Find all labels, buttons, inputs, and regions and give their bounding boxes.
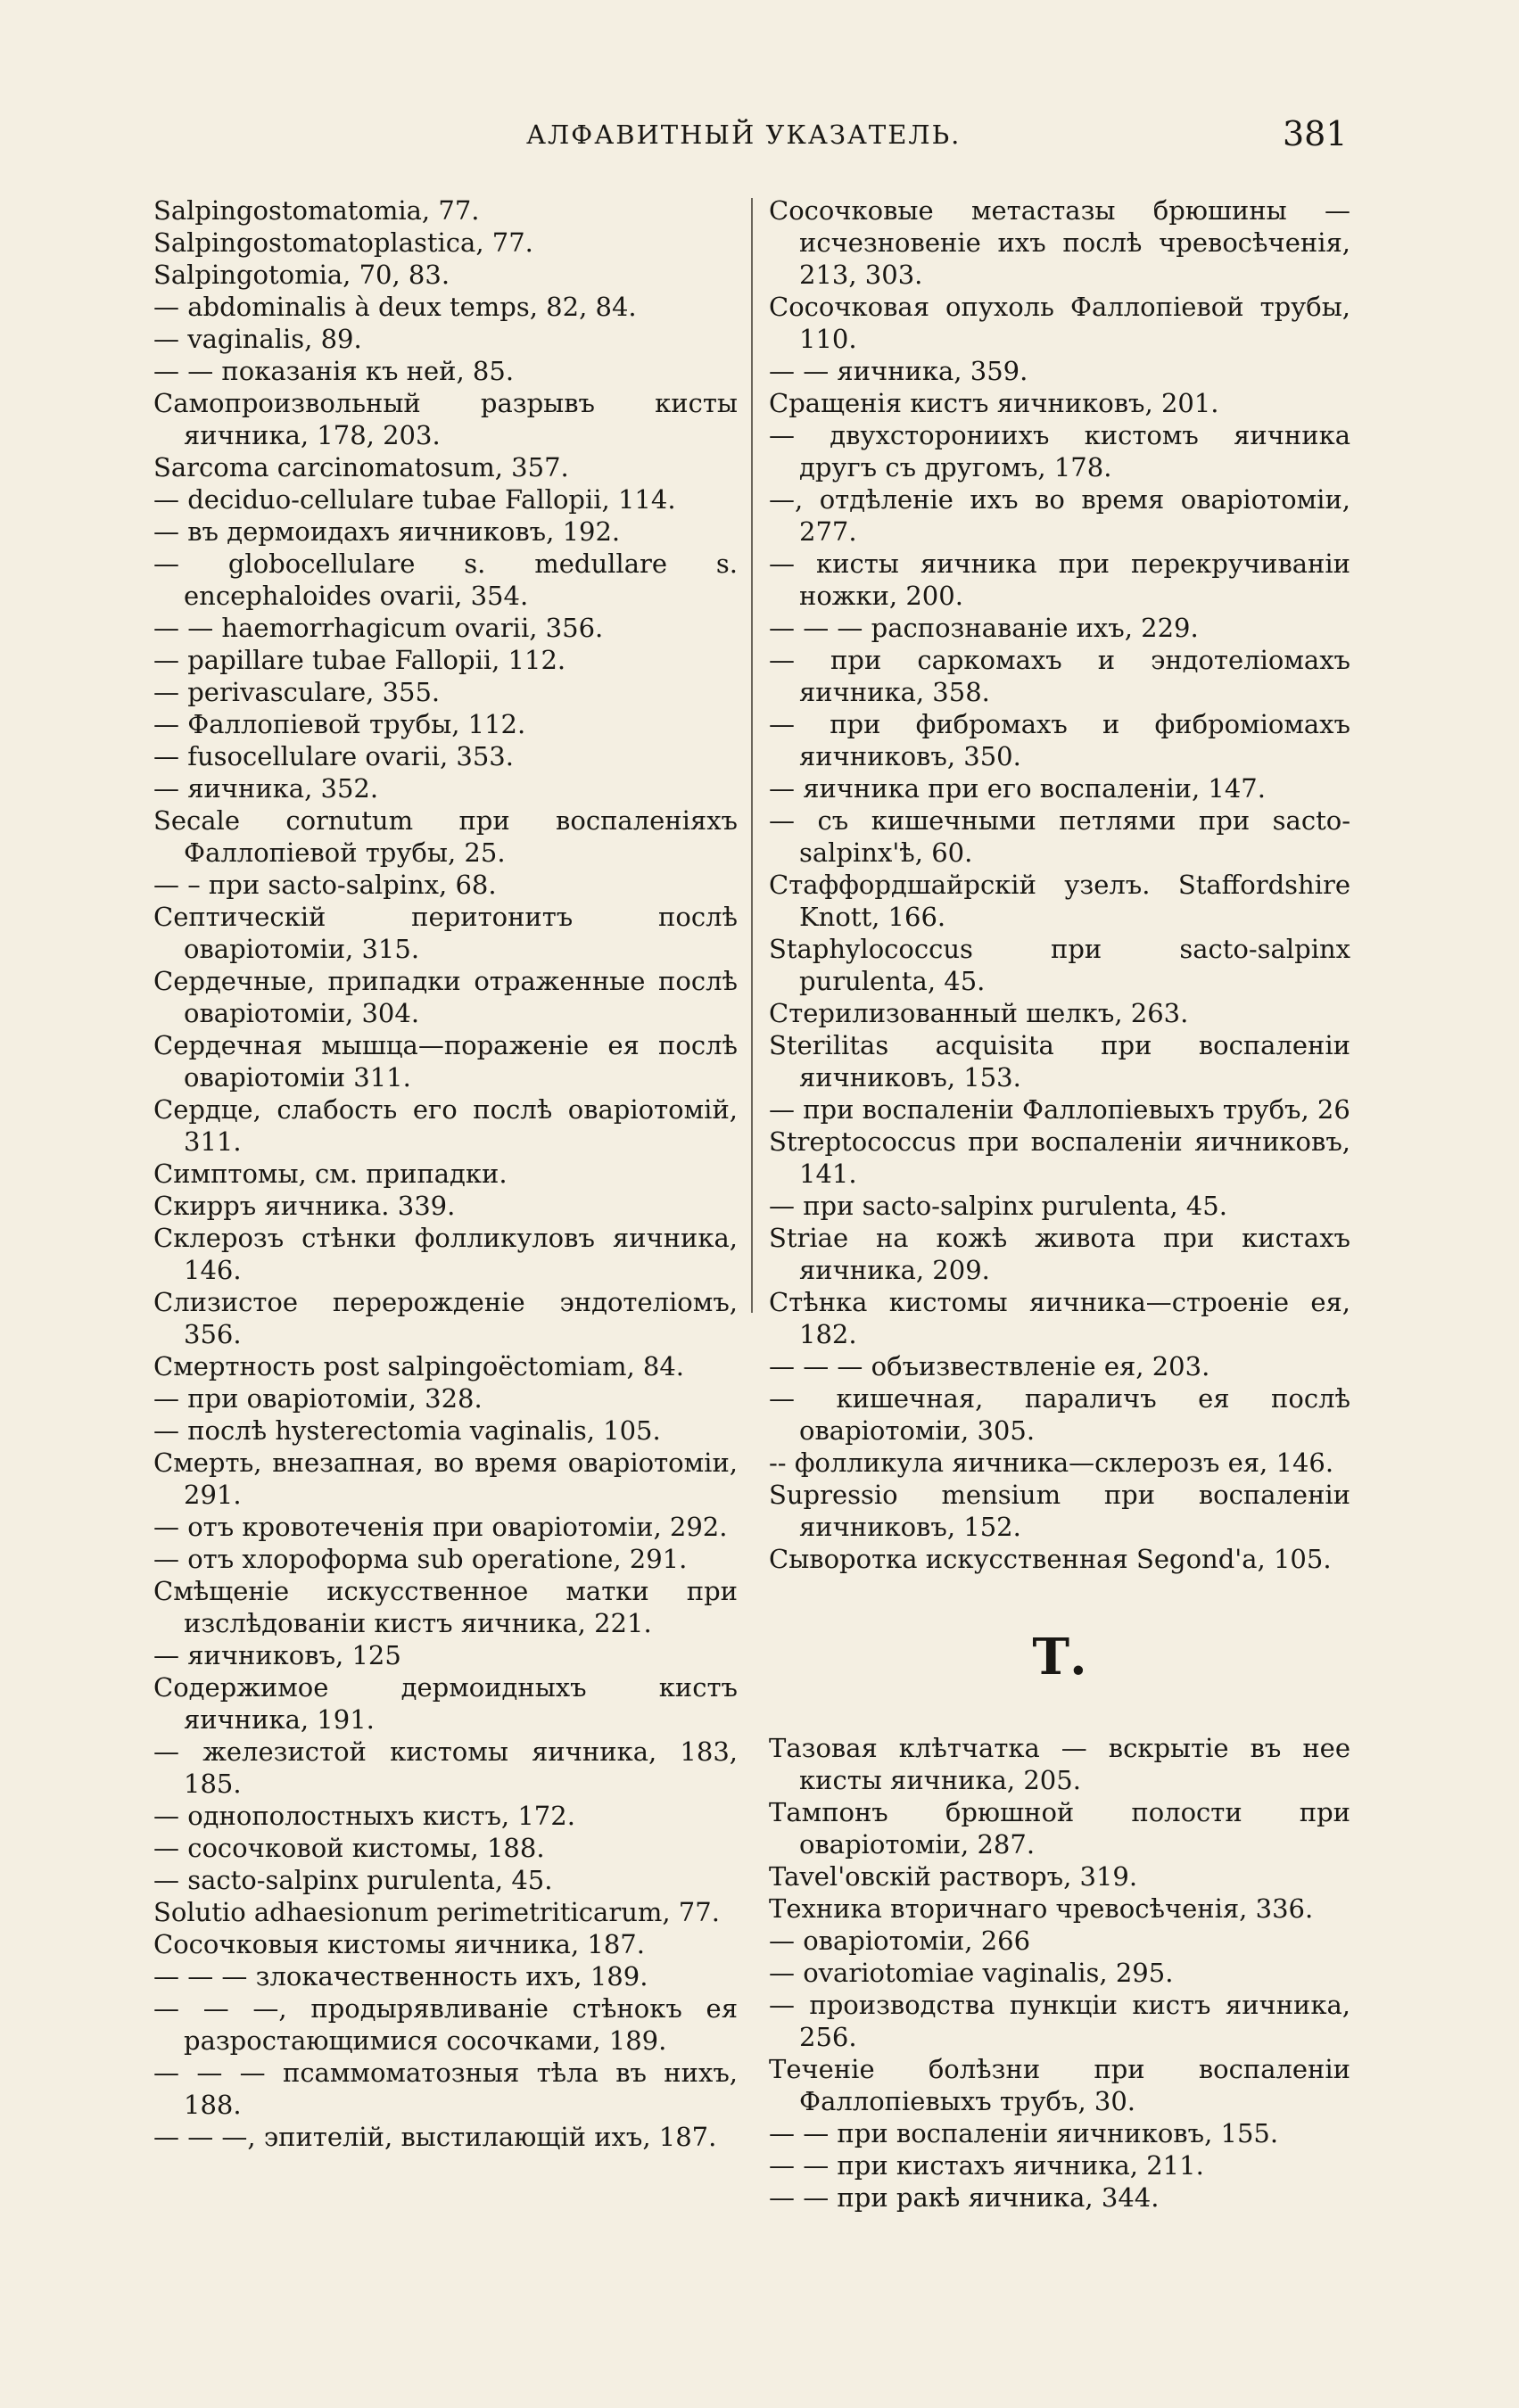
index-entry: — оваріотоміи, 266 bbox=[769, 1926, 1031, 1956]
index-entry: — кисты яичника при перекручиваніи ножки, 200. bbox=[769, 548, 1350, 611]
index-entry: Смѣщеніе искусственное матки при изслѣдованіи кистъ яичника, 221. bbox=[153, 1576, 738, 1638]
page-number: 381 bbox=[1283, 114, 1348, 153]
index-entry: — сосочковой кистомы, 188. bbox=[153, 1833, 545, 1863]
index-entry: — — — распознаваніе ихъ, 229. bbox=[769, 613, 1199, 643]
index-entry: — — — объизвествленіе ея, 203. bbox=[769, 1351, 1210, 1381]
index-entry: Сердце, слабость его послѣ оваріотомій, 311. bbox=[153, 1094, 738, 1157]
index-entry: Supressio mensium при воспаленіи яичниковъ, 152. bbox=[769, 1480, 1350, 1542]
index-entry: — яичника при его воспаленіи, 147. bbox=[769, 773, 1266, 804]
index-entry: Стаффордшайрскій узелъ. Staffordshire Knott, 166. bbox=[769, 870, 1350, 932]
index-entry: — — — злокачественность ихъ, 189. bbox=[153, 1961, 648, 1992]
index-entry: Техника вторичнаго чревосѣченія, 336. bbox=[769, 1893, 1314, 1924]
index-entry: Streptococcus при воспаленіи яичниковъ, 141. bbox=[769, 1126, 1350, 1189]
index-entry: — — —, продырявливаніе стѣнокъ ея разростающимися сосочками, 189. bbox=[153, 1993, 738, 2056]
index-entry: Смертность post salpingoëctomiam, 84. bbox=[153, 1351, 684, 1381]
index-entry: Слизистое перерожденіе эндотеліомъ, 356. bbox=[153, 1287, 738, 1349]
index-entry: Склерозъ стѣнки фолликуловъ яичника, 146. bbox=[153, 1223, 738, 1285]
index-entry: — perivasculare, 355. bbox=[153, 677, 441, 707]
index-entry: — fusocellulare ovarii, 353. bbox=[153, 741, 514, 771]
index-entry: Сосочковая опухоль Фаллопіевой трубы, 110. bbox=[769, 292, 1350, 354]
index-entry: Смерть, внезапная, во время оваріотоміи, 291. bbox=[153, 1447, 738, 1510]
index-entry: — при саркомахъ и эндотеліомахъ яичника, 358. bbox=[769, 645, 1350, 707]
index-entry: — — haemorrhagicum ovarii, 356. bbox=[153, 613, 604, 643]
index-entry: Staphylococcus при sacto-salpinx purulenta, 45. bbox=[769, 934, 1350, 996]
index-entry: Salpingostomatomia, 77. bbox=[153, 195, 480, 226]
index-entry: — при фибромахъ и фиброміомахъ яичниковъ, 350. bbox=[769, 709, 1350, 771]
index-entry: Тампонъ брюшной полости при оваріотоміи, 287. bbox=[769, 1797, 1350, 1860]
index-entry: Sterilitas acquisita при воспаленіи яичниковъ, 153. bbox=[769, 1030, 1350, 1093]
index-entry: Теченіе болѣзни при воспаленіи Фаллопіевыхъ трубъ, 30. bbox=[769, 2054, 1350, 2116]
index-entry: Сращенія кистъ яичниковъ, 201. bbox=[769, 388, 1219, 418]
index-entry: — deciduo-cellulare tubae Fallopii, 114. bbox=[153, 484, 676, 515]
index-entry: Стѣнка кистомы яичника—строеніе ея, 182. bbox=[769, 1287, 1350, 1349]
index-entry: Сердечная мышца—пораженіе ея послѣ оваріотоміи 311. bbox=[153, 1030, 738, 1093]
index-entry: — — —, эпителій, выстилающій ихъ, 187. bbox=[153, 2122, 717, 2152]
index-entry: — — яичника, 359. bbox=[769, 356, 1028, 386]
index-entry: — яичника, 352. bbox=[153, 773, 379, 804]
right-entries-s bbox=[769, 194, 1350, 1575]
index-entry: — при оваріотоміи, 328. bbox=[153, 1383, 483, 1414]
section-letter: Т. bbox=[1032, 1628, 1087, 1686]
running-title: АЛФАВИТНЫЙ УКАЗАТЕЛЬ. bbox=[526, 120, 962, 150]
right-column bbox=[769, 194, 1350, 2214]
index-entry: — послѣ hysterectomia vaginalis, 105. bbox=[153, 1415, 661, 1446]
index-entry: — papillare tubae Fallopii, 112. bbox=[153, 645, 566, 675]
index-entry: — производства пункціи кистъ яичника, 256. bbox=[769, 1990, 1350, 2052]
index-entry: Скирръ яичника. 339. bbox=[153, 1191, 456, 1221]
index-entry: — отъ кровотеченія при оваріотоміи, 292. bbox=[153, 1512, 728, 1542]
index-entry: Secale cornutum при воспаленіяхъ Фаллопіевой трубы, 25. bbox=[153, 805, 738, 868]
index-entry: Tavel'овскій растворъ, 319. bbox=[769, 1861, 1138, 1892]
right-entries-t bbox=[769, 1732, 1350, 2214]
index-entry: — globocellulare s. medullare s. encephaloides ovarii, 354. bbox=[153, 548, 738, 611]
index-entry: — ovariotomiae vaginalis, 295. bbox=[769, 1958, 1174, 1988]
index-entry: — Фаллопіевой трубы, 112. bbox=[153, 709, 526, 739]
index-entry: Самопроизвольный разрывъ кисты яичника, 178, 203. bbox=[153, 388, 738, 450]
index-entry: — при воспаленіи Фаллопіевыхъ трубъ, 26 bbox=[769, 1094, 1350, 1125]
page-header bbox=[0, 114, 1519, 159]
index-entry: — яичниковъ, 125 bbox=[153, 1640, 401, 1670]
index-entry: — железистой кистомы яичника, 183, 185. bbox=[153, 1736, 738, 1799]
index-entry: — – при sacto-salpinx, 68. bbox=[153, 870, 497, 900]
index-entry: — при sacto-salpinx purulenta, 45. bbox=[769, 1191, 1227, 1221]
index-entry: — — при воспаленіи яичниковъ, 155. bbox=[769, 2118, 1279, 2148]
index-entry: Сосочковые метастазы брюшины — исчезновеніе ихъ послѣ чревосѣченія, 213, 303. bbox=[769, 195, 1350, 290]
index-entry: Сердечные, припадки отраженные послѣ оваріотоміи, 304. bbox=[153, 966, 738, 1028]
index-entry: Содержимое дермоидныхъ кистъ яичника, 191. bbox=[153, 1672, 738, 1735]
index-entry: — — при ракѣ яичника, 344. bbox=[769, 2182, 1160, 2213]
index-entry: -- фолликула яичника—склерозъ ея, 146. bbox=[769, 1447, 1334, 1478]
index-entry: Сосочковыя кистомы яичника, 187. bbox=[153, 1929, 645, 1959]
index-entry: Симптомы, см. припадки. bbox=[153, 1159, 508, 1189]
index-entry: Solutio adhaesionum perimetriticarum, 77. bbox=[153, 1897, 720, 1927]
index-entry: — кишечная, параличъ ея послѣ оваріотоміи, 305. bbox=[769, 1383, 1350, 1446]
index-entry: —, отдѣленіе ихъ во время оваріотоміи, 277. bbox=[769, 484, 1350, 547]
index-entry: Striae на кожѣ живота при кистахъ яичника, 209. bbox=[769, 1223, 1350, 1285]
column-divider bbox=[751, 198, 753, 1313]
index-entry: Сыворотка искусственная Segond'a, 105. bbox=[769, 1544, 1332, 1574]
index-entry: — abdominalis à deux temps, 82, 84. bbox=[153, 292, 637, 322]
index-entry: Salpingotomia, 70, 83. bbox=[153, 260, 450, 290]
index-entry: — отъ хлороформа sub operatione, 291. bbox=[153, 1544, 688, 1574]
index-entry: — sacto-salpinx purulenta, 45. bbox=[153, 1865, 553, 1895]
index-entry: — однополостныхъ кистъ, 172. bbox=[153, 1801, 575, 1831]
index-entry: Salpingostomatoplastica, 77. bbox=[153, 227, 533, 258]
index-entry: — двухсторониихъ кистомъ яичника другъ съ другомъ, 178. bbox=[769, 420, 1350, 482]
left-column bbox=[153, 194, 738, 2153]
index-entry: Sarcoma carcinomatosum, 357. bbox=[153, 452, 569, 482]
index-entry: — — при кистахъ яичника, 211. bbox=[769, 2150, 1204, 2181]
index-entry: Стерилизованный шелкъ, 263. bbox=[769, 998, 1189, 1028]
index-entry: Тазовая клѣтчатка — вскрытіе въ нее кисты яичника, 205. bbox=[769, 1733, 1350, 1795]
index-entry: Септическій перитонитъ послѣ оваріотоміи, 315. bbox=[153, 902, 738, 964]
index-entry: — въ дермоидахъ яичниковъ, 192. bbox=[153, 516, 621, 547]
index-entry: — — показанія къ ней, 85. bbox=[153, 356, 515, 386]
index-entry: — — — псаммоматозныя тѣла въ нихъ, 188. bbox=[153, 2058, 738, 2120]
index-entry: — vaginalis, 89. bbox=[153, 324, 362, 354]
index-entry: — съ кишечными петлями при sacto-salpinx'ѣ, 60. bbox=[769, 805, 1350, 868]
